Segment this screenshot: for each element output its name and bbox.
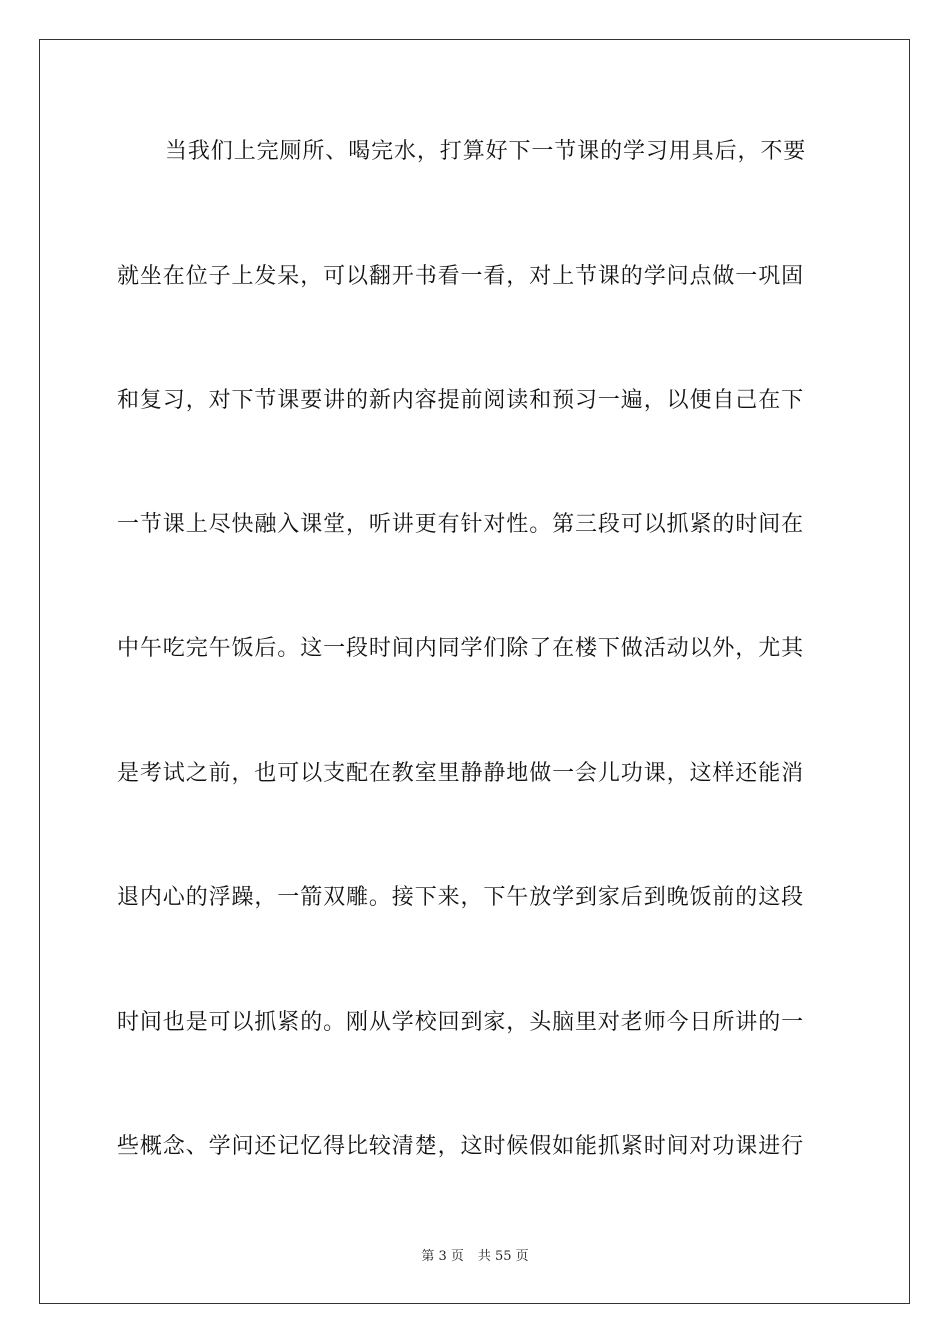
text-line: 退内心的浮躁，一箭双雕。接下来，下午放学到家后到晚饭前的这段 <box>117 885 805 910</box>
text-line: 就坐在位子上发呆，可以翻开书看一看，对上节课的学问点做一巩固 <box>117 264 805 289</box>
page-border <box>39 39 910 1304</box>
text-line: 当我们上完厕所、喝完水，打算好下一节课的学习用具后，不要 <box>165 139 807 164</box>
page-total: 共 55 页 <box>477 1249 529 1264</box>
text-line: 中午吃完午饭后。这一段时间内同学们除了在楼下做活动以外，尤其 <box>117 636 805 661</box>
text-line: 一节课上尽快融入课堂，听讲更有针对性。第三段可以抓紧的时间在 <box>117 512 805 537</box>
text-line: 些概念、学问还记忆得比较清楚，这时候假如能抓紧时间对功课进行 <box>117 1134 805 1159</box>
text-line: 时间也是可以抓紧的。刚从学校回到家，头脑里对老师今日所讲的一 <box>117 1010 805 1035</box>
page-number: 第 3 页 <box>421 1249 464 1264</box>
page-footer <box>0 1248 950 1266</box>
text-line: 是考试之前，也可以支配在教室里静静地做一会儿功课，这样还能消 <box>117 761 805 786</box>
text-line: 和复习，对下节课要讲的新内容提前阅读和预习一遍，以便自己在下 <box>117 388 805 413</box>
